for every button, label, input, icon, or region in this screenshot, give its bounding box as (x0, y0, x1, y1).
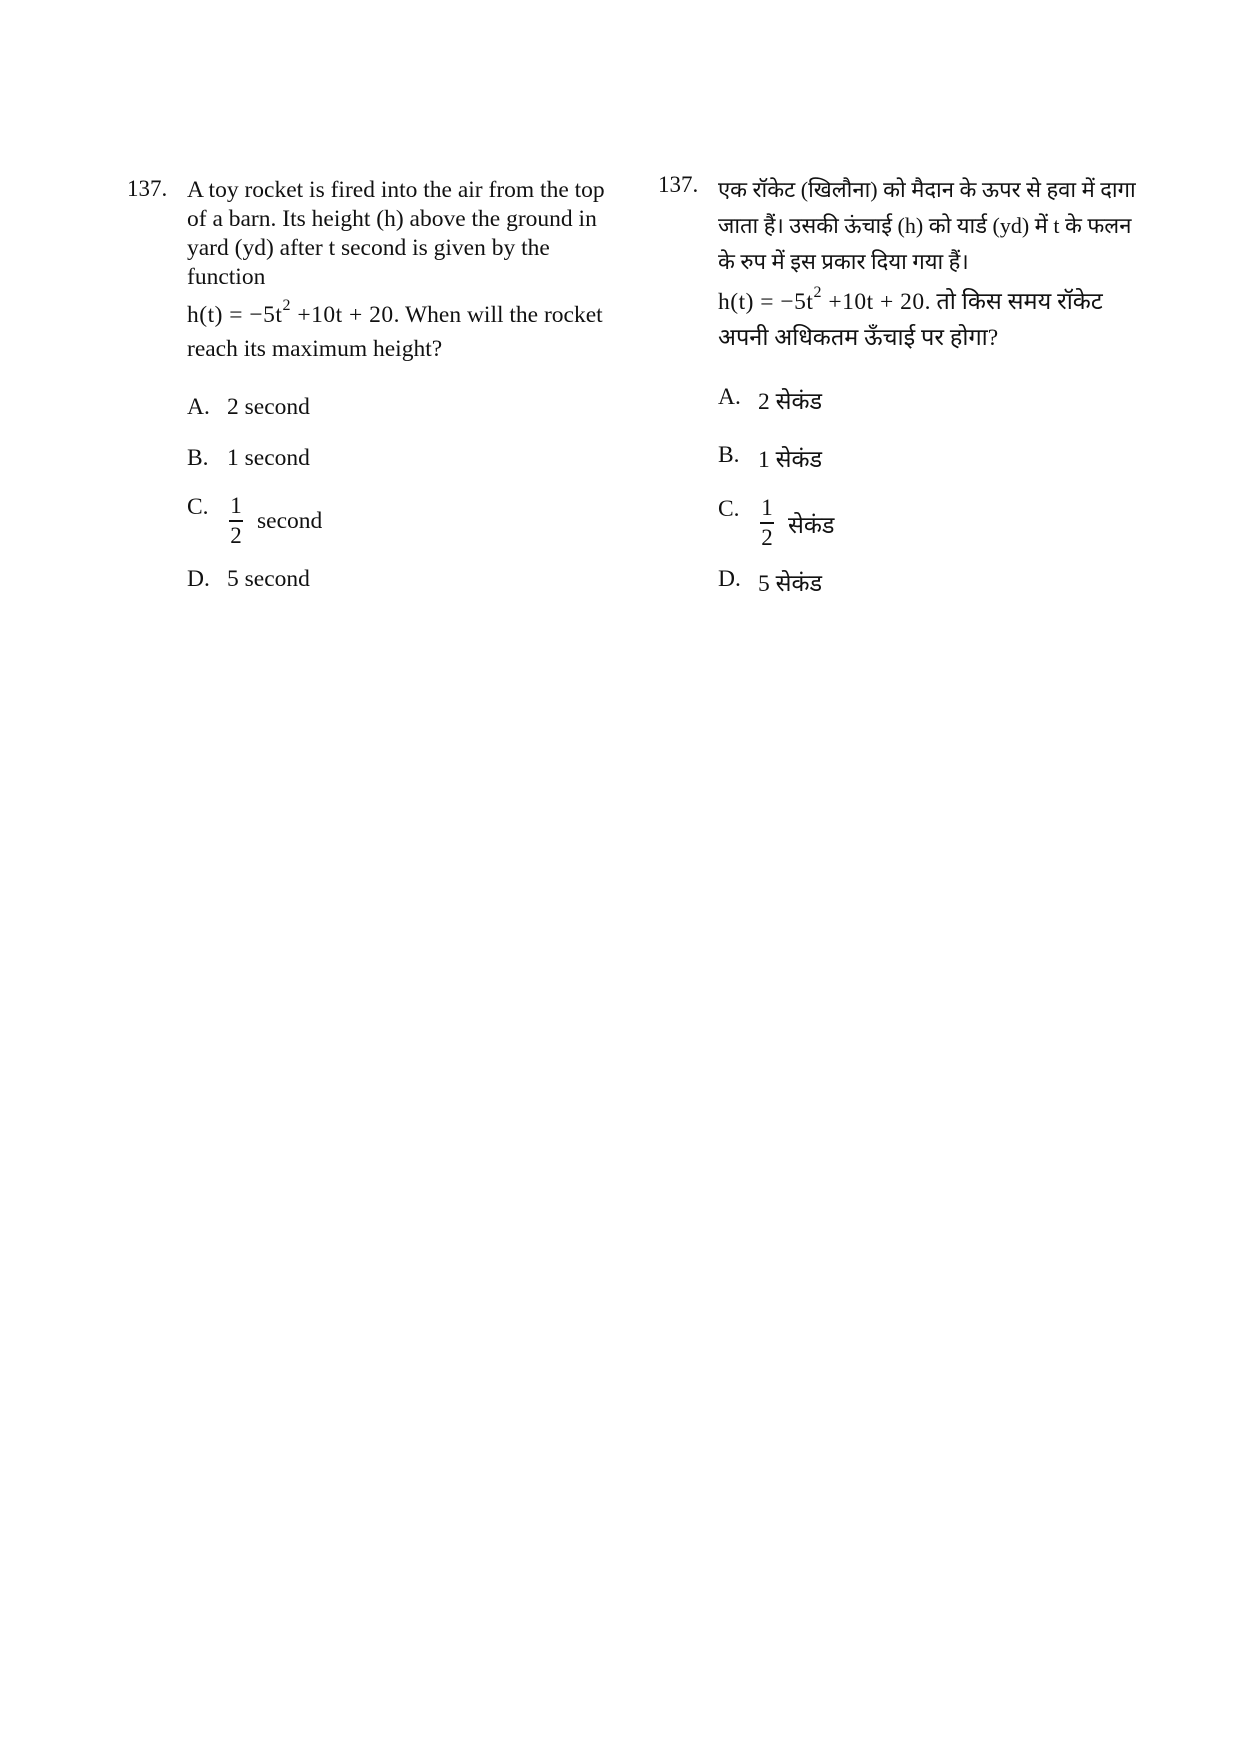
options-list (718, 384, 1138, 598)
option-a[interactable] (187, 394, 607, 421)
formula: $h(t) = -5t^2 +10t + 20$ (718, 284, 925, 315)
fraction-bar (760, 522, 774, 524)
option-value: 1 second (227, 445, 310, 471)
question-header (658, 172, 1138, 356)
exponent: 2 (813, 284, 822, 302)
option-value: 2 सेकंड (758, 389, 823, 415)
fraction (760, 496, 774, 550)
option-b[interactable] (187, 445, 607, 472)
formula-tail: . तो किस समय रॉकेट अपनी अधिकतम ऊँचाई पर होगा? (718, 289, 1103, 351)
option-letter: C. (187, 494, 209, 520)
options-list (187, 394, 607, 593)
question-body (718, 172, 1138, 356)
exponent: 2 (282, 297, 291, 315)
formula-line (187, 298, 607, 366)
formula: $h(t) = -5t^2 +10t + 20$ (187, 297, 394, 328)
option-value: 5 सेकंड (758, 570, 823, 597)
question-english (127, 176, 607, 593)
option-c[interactable] (718, 496, 1138, 550)
option-c[interactable] (187, 494, 607, 548)
option-unit: सेकंड (788, 512, 835, 539)
numerator: 1 (230, 493, 242, 518)
question-number: 137. (127, 176, 168, 201)
denominator: 2 (230, 522, 242, 548)
question-body (187, 176, 607, 366)
question-header (127, 176, 607, 366)
formula-line (718, 284, 1138, 356)
formula-tail: . When will the rocket reach its maximum height? (187, 302, 603, 362)
option-letter: A. (187, 394, 210, 420)
fraction-bar (229, 520, 243, 522)
question-text: एक रॉकेट (खिलौना) को मैदान के ऊपर से हवा में दागा जाता हैं। उसकी ऊंचाई (h) को यार्ड (yd) में t के फलन के रुप में इस प्रकार दिया गया हैं। (718, 177, 1136, 274)
option-value (758, 496, 835, 550)
option-value: 1 सेकंड (758, 447, 823, 473)
option-letter: B. (718, 442, 740, 468)
option-value (227, 494, 322, 548)
option-d[interactable] (718, 566, 1138, 598)
option-d[interactable] (187, 566, 607, 593)
option-letter: D. (187, 565, 210, 592)
option-letter: A. (718, 384, 741, 410)
option-b[interactable] (718, 442, 1138, 474)
option-value: 5 second (227, 565, 310, 592)
numerator: 1 (761, 495, 773, 520)
question-number: 137. (658, 172, 699, 197)
fraction (229, 494, 243, 548)
question-text: A toy rocket is fired into the air from the top of a barn. Its height (h) above the ground in yard (yd) after t second is given by the function (187, 177, 605, 290)
option-letter: C. (718, 496, 740, 522)
option-unit: second (257, 508, 323, 535)
denominator: 2 (761, 524, 773, 550)
question-hindi (658, 172, 1138, 598)
option-letter: D. (718, 565, 741, 592)
option-value: 2 second (227, 394, 310, 420)
option-a[interactable] (718, 384, 1138, 416)
option-letter: B. (187, 445, 209, 471)
